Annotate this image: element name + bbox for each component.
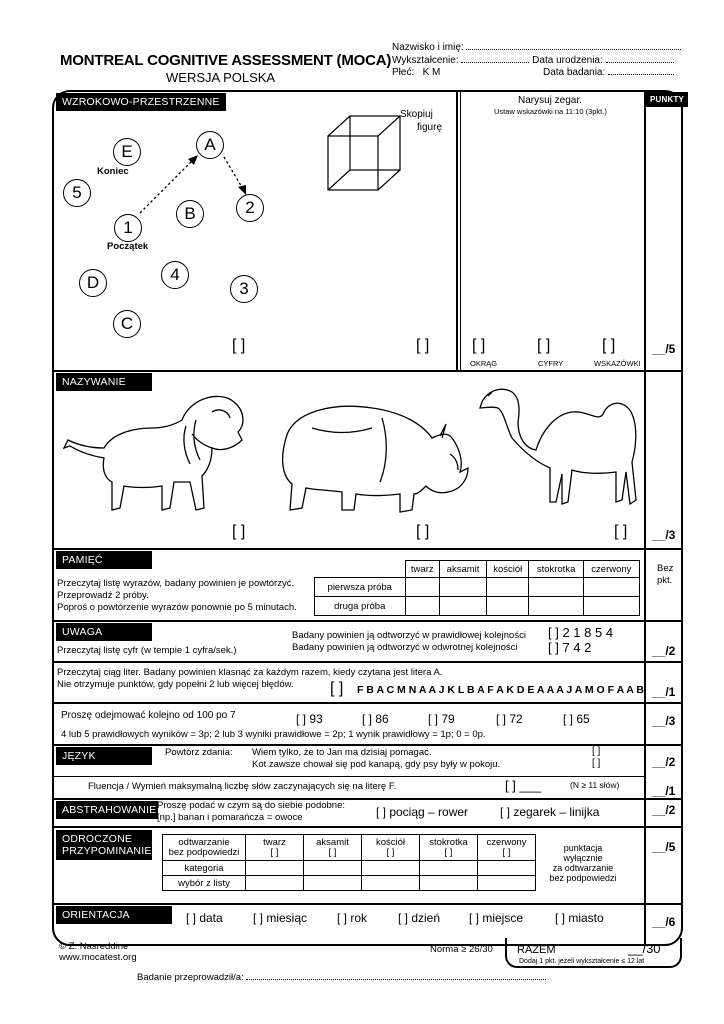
memory-word: aksamit bbox=[440, 561, 487, 578]
page-title: MONTREAL COGNITIVE ASSESSMENT (MOCA) bbox=[60, 52, 392, 69]
recall-note-line: bez podpowiedzi bbox=[549, 872, 617, 883]
page-subtitle: WERSJA POLSKA bbox=[166, 70, 276, 85]
repeat-label: Powtórz zdania: bbox=[165, 747, 233, 758]
recall-table bbox=[162, 834, 630, 891]
recall-box[interactable]: [ ] bbox=[386, 846, 395, 858]
memory-cell[interactable] bbox=[440, 578, 487, 597]
memory-cell[interactable] bbox=[487, 597, 529, 616]
clock-title: Narysuj zegar. bbox=[518, 95, 582, 106]
points-column-divider bbox=[644, 92, 646, 944]
recall-word-cell[interactable] bbox=[362, 835, 420, 861]
education-label: Wykształcenie: bbox=[392, 55, 459, 66]
divider bbox=[460, 92, 461, 370]
orientation-item[interactable]: [ ] rok bbox=[337, 911, 368, 925]
serial-value[interactable]: [ ] 79 bbox=[428, 712, 455, 726]
abstraction-tag: ABSTRAHOWANIE bbox=[56, 801, 158, 819]
examiner-label: Badanie przeprowadził/a: bbox=[137, 972, 244, 983]
orientation-tag: ORIENTACJA bbox=[56, 906, 172, 924]
recall-cell[interactable] bbox=[420, 861, 478, 876]
recall-note-line: punktacja bbox=[563, 842, 603, 853]
sentence-score-box[interactable]: [ ] bbox=[592, 758, 601, 769]
trail-arrows bbox=[60, 125, 280, 345]
cube-figure bbox=[322, 112, 412, 198]
visuospatial-tag: WZROKOWO-PRZESTRZENNE bbox=[56, 93, 226, 111]
recall-cell[interactable] bbox=[420, 876, 478, 891]
backward-label: Badany powinien ją odtworzyć w odwrotnej kolejności bbox=[292, 642, 518, 653]
fluency-score-box[interactable]: [ ] ___ bbox=[505, 778, 542, 793]
divider bbox=[52, 370, 682, 372]
recall-box[interactable]: [ ] bbox=[444, 846, 453, 858]
memory-score-note: Bez bbox=[657, 563, 674, 574]
recall-cell[interactable] bbox=[478, 861, 536, 876]
divider bbox=[52, 548, 682, 550]
start-label: Początek bbox=[107, 241, 149, 252]
trail-node[interactable]: B bbox=[176, 200, 204, 228]
recall-word: czerwony bbox=[486, 836, 527, 848]
sex-options: K M bbox=[422, 67, 441, 78]
recall-word-cell[interactable] bbox=[420, 835, 478, 861]
clock-part-label: WSKAZÓWKI bbox=[594, 359, 641, 368]
serial-instruction: Proszę odejmować kolejno od 100 po 7 bbox=[61, 710, 236, 721]
trail-node[interactable]: 3 bbox=[230, 275, 258, 303]
memory-word: twarz bbox=[405, 561, 440, 578]
recall-row-label bbox=[163, 835, 246, 861]
total-label: RAZEM bbox=[517, 944, 556, 956]
recall-tag bbox=[56, 830, 152, 860]
trail-node[interactable]: 2 bbox=[236, 194, 264, 222]
recall-cell[interactable] bbox=[246, 861, 304, 876]
examiner-field[interactable] bbox=[137, 972, 546, 983]
lion-score-box[interactable]: [ ] bbox=[232, 523, 246, 540]
naming-score[interactable]: __/3 bbox=[652, 528, 676, 542]
recall-note-line: za odtwarzanie bbox=[552, 862, 614, 873]
forward-digits[interactable]: [ ] 2 1 8 5 4 bbox=[548, 625, 614, 640]
recall-word: stokrotka bbox=[429, 836, 468, 848]
letter-sequence: F B A C M N A A J K L B A F A K D E A A A J A M O F A A B bbox=[357, 684, 644, 696]
camel-drawing bbox=[472, 378, 647, 518]
recall-row-label: wybór z listy bbox=[163, 876, 246, 891]
memory-table bbox=[314, 560, 640, 616]
memory-instruction: Przeczytaj listę wyrazów, badany powinien je powtórzyć. bbox=[57, 578, 295, 589]
trail-node[interactable]: 5 bbox=[63, 179, 91, 207]
naming-tag: NAZYWANIE bbox=[56, 373, 152, 391]
serial-value[interactable]: [ ] 72 bbox=[496, 712, 523, 726]
divider bbox=[456, 92, 458, 370]
copy-label: figurę bbox=[417, 122, 443, 133]
dob-label: Data urodzenia: bbox=[532, 55, 603, 66]
letters-score[interactable]: __/1 bbox=[652, 685, 676, 699]
trail-score-box[interactable]: [ ] bbox=[232, 337, 246, 354]
abstraction-item[interactable]: [ ] pociąg – rower bbox=[376, 805, 469, 819]
recall-score[interactable]: __/5 bbox=[652, 840, 676, 854]
recall-cell[interactable] bbox=[478, 876, 536, 891]
orientation-score[interactable]: __/6 bbox=[652, 915, 676, 929]
trail-node[interactable]: D bbox=[79, 269, 107, 297]
trail-node[interactable]: 4 bbox=[161, 261, 189, 289]
trail-node[interactable]: E bbox=[113, 138, 141, 166]
lion-drawing bbox=[62, 390, 247, 520]
divider bbox=[52, 661, 682, 663]
trail-node[interactable]: 1 bbox=[114, 214, 142, 242]
serial-value[interactable]: [ ] 93 bbox=[296, 712, 323, 726]
recall-tag-line: PRZYPOMINANIE bbox=[62, 845, 152, 857]
abstraction-item[interactable]: [ ] zegarek – linijka bbox=[500, 805, 600, 819]
sex-field[interactable] bbox=[392, 67, 440, 78]
memory-cell[interactable] bbox=[440, 597, 487, 616]
memory-instruction: Przeprowadź 2 próby. bbox=[57, 590, 149, 601]
total-score[interactable]: __/30 bbox=[628, 941, 661, 956]
points-header: PUNKTY bbox=[646, 92, 688, 107]
recall-box[interactable]: [ ] bbox=[328, 846, 337, 858]
memory-cell[interactable] bbox=[405, 597, 440, 616]
serial-note: 4 lub 5 prawidłowych wyników = 3p; 2 lub 3 wyniki prawidłowe = 2p; 1 wynik prawidłowy = 1p; 0 = 0p. bbox=[61, 729, 486, 740]
memory-word: stokrotka bbox=[529, 561, 583, 578]
recall-word-cell[interactable] bbox=[478, 835, 536, 861]
exam-date-label: Data badania: bbox=[543, 67, 606, 78]
recall-tag-line: ODROCZONE bbox=[62, 833, 133, 845]
clock-part-label: OKRĄG bbox=[470, 359, 498, 368]
divider bbox=[52, 620, 682, 622]
serial-value[interactable]: [ ] 65 bbox=[563, 712, 590, 726]
camel-score-box[interactable]: [ ] bbox=[614, 523, 628, 540]
memory-cell[interactable] bbox=[529, 578, 583, 597]
abstraction-instruction: Proszę podać w czym są do siebie podobne: bbox=[157, 800, 345, 811]
sentence-score-box[interactable]: [ ] bbox=[592, 746, 601, 757]
recall-box[interactable]: [ ] bbox=[270, 846, 279, 858]
recall-scoring-note bbox=[536, 835, 631, 891]
divider bbox=[52, 798, 682, 800]
clock-hands-box[interactable]: [ ] bbox=[602, 337, 616, 354]
recall-cell[interactable] bbox=[362, 876, 420, 891]
website-link[interactable]: www.mocatest.org bbox=[59, 952, 137, 963]
abstraction-score[interactable]: __/2 bbox=[652, 803, 676, 817]
clock-contour-box[interactable]: [ ] bbox=[472, 337, 486, 354]
orientation-item[interactable]: [ ] miesiąc bbox=[253, 911, 308, 925]
name-label: Nazwisko i imię: bbox=[392, 42, 464, 53]
fluency-label: Fluencja / Wymień maksymalną liczbę słów zaczynających się na literę F. bbox=[88, 781, 397, 792]
copy-label: Skopiuj bbox=[400, 109, 433, 120]
recall-note-line: wyłącznie bbox=[563, 852, 603, 863]
name-field[interactable] bbox=[392, 42, 681, 53]
recall-word-cell[interactable] bbox=[246, 835, 304, 861]
letters-instruction: Nie otrzymuje punktów, gdy popełni 2 lub więcej błędów. bbox=[57, 679, 294, 690]
recall-cell[interactable] bbox=[304, 861, 362, 876]
education-field[interactable] bbox=[392, 55, 674, 66]
recall-word: kościół bbox=[375, 836, 406, 848]
recall-row-label: kategoria bbox=[163, 861, 246, 876]
backward-digits[interactable]: [ ] 7 4 2 bbox=[548, 640, 592, 655]
memory-instruction: Poproś o powtórzenie wyrazów ponownie po 5 minutach. bbox=[57, 602, 297, 613]
letters-score-box[interactable]: [ ] bbox=[330, 680, 344, 697]
recall-row-label-line: bez podpowiedzi bbox=[168, 846, 240, 858]
sentence: Wiem tylko, że to Jan ma dzisiaj pomagać. bbox=[252, 747, 432, 758]
orientation-item[interactable]: [ ] dzień bbox=[398, 911, 441, 925]
memory-cell[interactable] bbox=[487, 578, 529, 597]
memory-tag: PAMIĘĆ bbox=[56, 551, 152, 569]
repeat-score[interactable]: __/2 bbox=[652, 755, 676, 769]
fluency-score[interactable]: __/1 bbox=[652, 784, 676, 798]
memory-row-label: druga próba bbox=[315, 597, 406, 616]
memory-row-label: pierwsza próba bbox=[315, 578, 406, 597]
recall-word: twarz bbox=[263, 836, 286, 848]
divider bbox=[52, 744, 682, 746]
serial-value[interactable]: [ ] 86 bbox=[362, 712, 389, 726]
end-label: Koniec bbox=[97, 166, 129, 177]
letters-instruction: Przeczytaj ciąg liter. Badany powinien klasnąć za każdym razem, kiedy czytana jest litera A. bbox=[57, 667, 443, 678]
copyright: © Z. Nasreddine bbox=[59, 941, 129, 952]
total-note: Dodaj 1 pkt. jeżeli wykształcenie ≤ 12 lat bbox=[519, 958, 645, 965]
recall-cell[interactable] bbox=[246, 876, 304, 891]
recall-word-cell[interactable] bbox=[304, 835, 362, 861]
forward-label: Badany powinien ją odtworzyć w prawidłowej kolejności bbox=[292, 630, 526, 641]
memory-score-note: pkt. bbox=[657, 575, 673, 586]
memory-word: kościół bbox=[487, 561, 529, 578]
language-tag: JĘZYK bbox=[56, 747, 152, 765]
norm-label: Norma ≥ 26/30 bbox=[430, 944, 493, 955]
cube-score-box[interactable]: [ ] bbox=[416, 337, 430, 354]
memory-word: czerwony bbox=[583, 561, 639, 578]
recall-box[interactable]: [ ] bbox=[502, 846, 511, 858]
divider bbox=[52, 903, 682, 905]
trail-node[interactable]: C bbox=[113, 310, 141, 338]
sex-label: Płeć: bbox=[392, 67, 415, 78]
attention-tag: UWAGA bbox=[56, 623, 152, 641]
divider bbox=[52, 776, 644, 777]
clock-part-label: CYFRY bbox=[538, 359, 564, 368]
rhinoceros-drawing bbox=[272, 398, 472, 518]
clock-instruction: Ustaw wskazówki na 11:10 (3pkt.) bbox=[494, 107, 607, 116]
sentence: Kot zawsze chował się pod kanapą, gdy psy były w pokoju. bbox=[252, 759, 501, 770]
recall-row-label-line: odtwarzanie bbox=[178, 836, 230, 848]
recall-word: aksamit bbox=[316, 836, 349, 848]
memory-cell[interactable] bbox=[583, 578, 639, 597]
recall-cell[interactable] bbox=[362, 861, 420, 876]
orientation-item[interactable]: [ ] data bbox=[186, 911, 223, 925]
fluency-note: (N ≥ 11 słów) bbox=[570, 780, 620, 790]
digits-instruction: Przeczytaj listę cyfr (w tempie 1 cyfra/sek.) bbox=[57, 645, 237, 656]
serial-score[interactable]: __/3 bbox=[652, 714, 676, 728]
divider bbox=[52, 702, 682, 704]
memory-cell[interactable] bbox=[405, 578, 440, 597]
digits-score[interactable]: __/2 bbox=[652, 644, 676, 658]
visuospatial-score[interactable]: __/5 bbox=[652, 342, 676, 356]
orientation-item[interactable]: [ ] miasto bbox=[555, 911, 604, 925]
abstraction-example: [np.] banan i pomarańcza = owoce bbox=[157, 812, 303, 823]
divider bbox=[52, 826, 682, 828]
memory-cell[interactable] bbox=[583, 597, 639, 616]
trail-node[interactable]: A bbox=[196, 131, 224, 159]
memory-cell[interactable] bbox=[529, 597, 583, 616]
orientation-item[interactable]: [ ] miejsce bbox=[469, 911, 524, 925]
clock-numbers-box[interactable]: [ ] bbox=[537, 337, 551, 354]
exam-date-field[interactable] bbox=[543, 67, 674, 78]
recall-cell[interactable] bbox=[304, 876, 362, 891]
rhino-score-box[interactable]: [ ] bbox=[416, 523, 430, 540]
